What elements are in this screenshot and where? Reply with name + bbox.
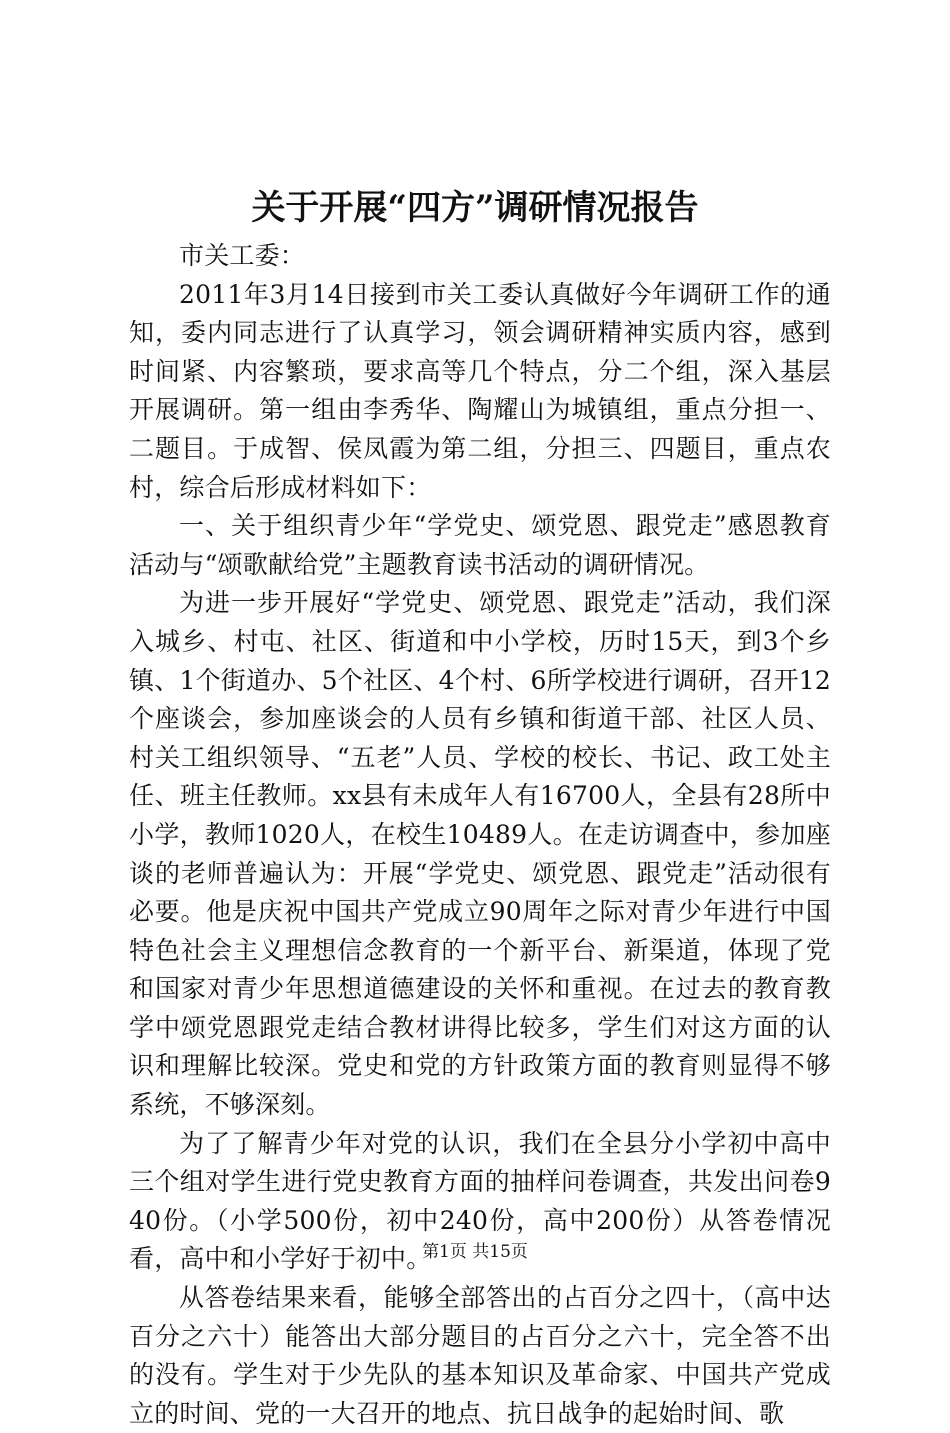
section-heading-paragraph: 一、关于组织青少年“学党史、颂党恩、跟党走”感恩教育活动与“颂歌献给党”主题教育读书活动的调研情况。 [129, 511, 831, 579]
document-title: 关于开展“四方”调研情况报告 [251, 188, 699, 228]
page-footer: 第1页 共15页 [422, 1242, 528, 1262]
body-paragraph: 为了了解青少年对党的认识，我们在全县分小学初中高中三个组对学生进行党史教育方面的抽样问卷调查，共发出问卷940份。（小学500份，初中240份，高中200份）从答卷情况看，高中和小学好于初中。 [129, 1128, 831, 1274]
intro-paragraph: 2011年3月14日接到市关工委认真做好今年调研工作的通知，委内同志进行了认真学习，领会调研精神实质内容，感到时间紧、内容繁琐，要求高等几个特点，分二个组，深入基层开展调研。第一组由李秀华、陶耀山为城镇组，重点分担一、二题目。于成智、侯凤霞为第二组，分担三、四题目，重点农村，综合后形成材料如下： [129, 279, 831, 502]
salutation-paragraph: 市关工委： [179, 241, 306, 270]
body-paragraph: 为进一步开展好“学党史、颂党恩、跟党走”活动，我们深入城乡、村屯、社区、街道和中小学校，历时15天，到3个乡镇、1个街道办、5个社区、4个村、6所学校进行调研，召开12个座谈会，参加座谈会的人员有乡镇和街道干部、社区人员、村关工组织领导、“五老”人员、学校的校长、书记、政工处主任、班主任教师。xx县有未成年人有16700人，全县有28所中小学，教师1020人，在校生10489人。在走访调查中，参加座谈的老师普遍认为：开展“学党史、颂党恩、跟党走”活动很有必要。他是庆祝中国共产党成立90周年之际对青少年进行中国特色社会主义理想信念教育的一个新平台、新渠道，体现了党和国家对青少年思想道德建设的关怀和重视。在过去的教育教学中颂党恩跟党走结合教材讲得比较多，学生们对这方面的认识和理解比较深。党史和党的方针政策方面的教育则显得不够系统，不够深刻。 [129, 588, 831, 1120]
body-paragraph: 从答卷结果来看，能够全部答出的占百分之四十，（高中达百分之六十）能答出大部分题目的占百分之六十，完全答不出的没有。学生对于少先队的基本知识及革命家、中国共产党成立的时间、党的一大召开的地点、抗日战争的起始时间、歌 [129, 1283, 831, 1428]
